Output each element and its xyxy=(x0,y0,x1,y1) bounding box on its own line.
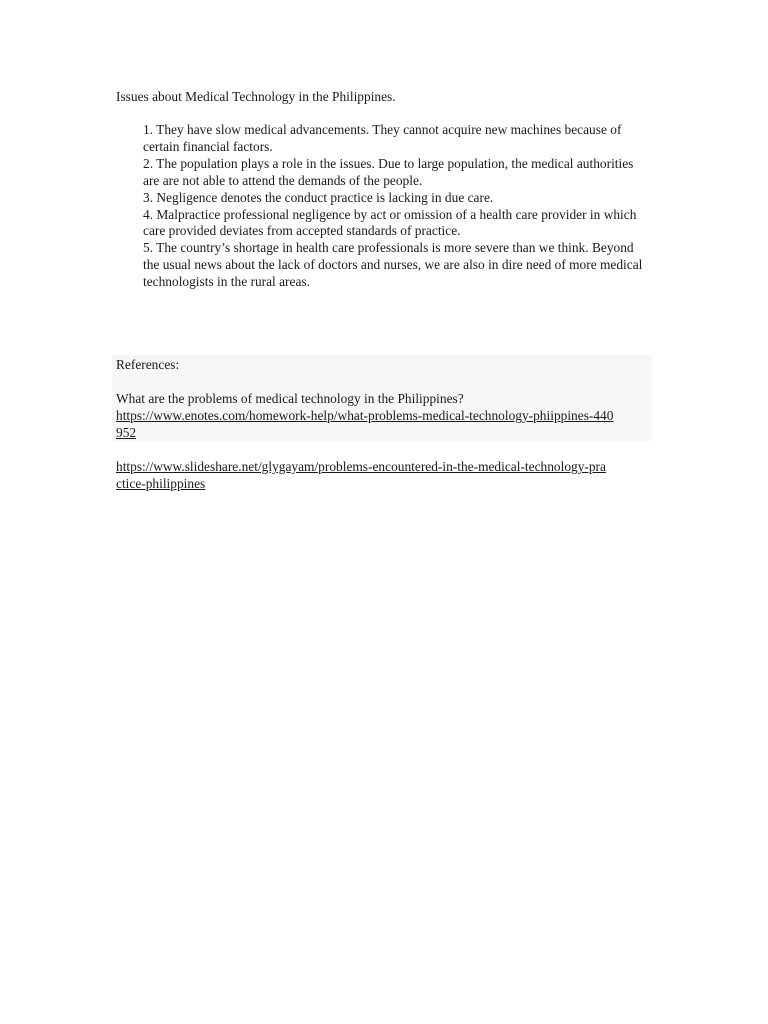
reference-2-link[interactable]: https://www.slideshare.net/glygayam/problems-encountered-in-the-medical-technology-practice-philippines xyxy=(116,459,606,491)
list-item: 4. Malpractice professional negligence by act or omission of a health care provider in which care provided deviates from accepted standards of practice. xyxy=(143,206,637,239)
reference-1-link[interactable]: https://www.enotes.com/homework-help/what-problems-medical-technology-phiippines-440952 xyxy=(116,408,614,440)
list-item: 3. Negligence denotes the conduct practice is lacking in due care. xyxy=(143,189,494,205)
reference-1-question: What are the problems of medical technology in the Philippines? xyxy=(116,391,464,406)
issues-list xyxy=(143,122,653,291)
list-item: 5. The country’s shortage in health care professionals is more severe than we think. Beyond the usual news about the lack of doctors and nurses, we are also in dire need of more medical technologists in the rural areas. xyxy=(143,240,643,290)
references-heading: References: xyxy=(116,357,180,372)
document-title: Issues about Medical Technology in the Philippines. xyxy=(116,89,396,104)
list-item: 1. They have slow medical advancements. They cannot acquire new machines because of certain financial factors. xyxy=(143,122,622,154)
list-item: 2. The population plays a role in the issues. Due to large population, the medical authorities are are not able to attend the demands of the people. xyxy=(143,155,634,188)
